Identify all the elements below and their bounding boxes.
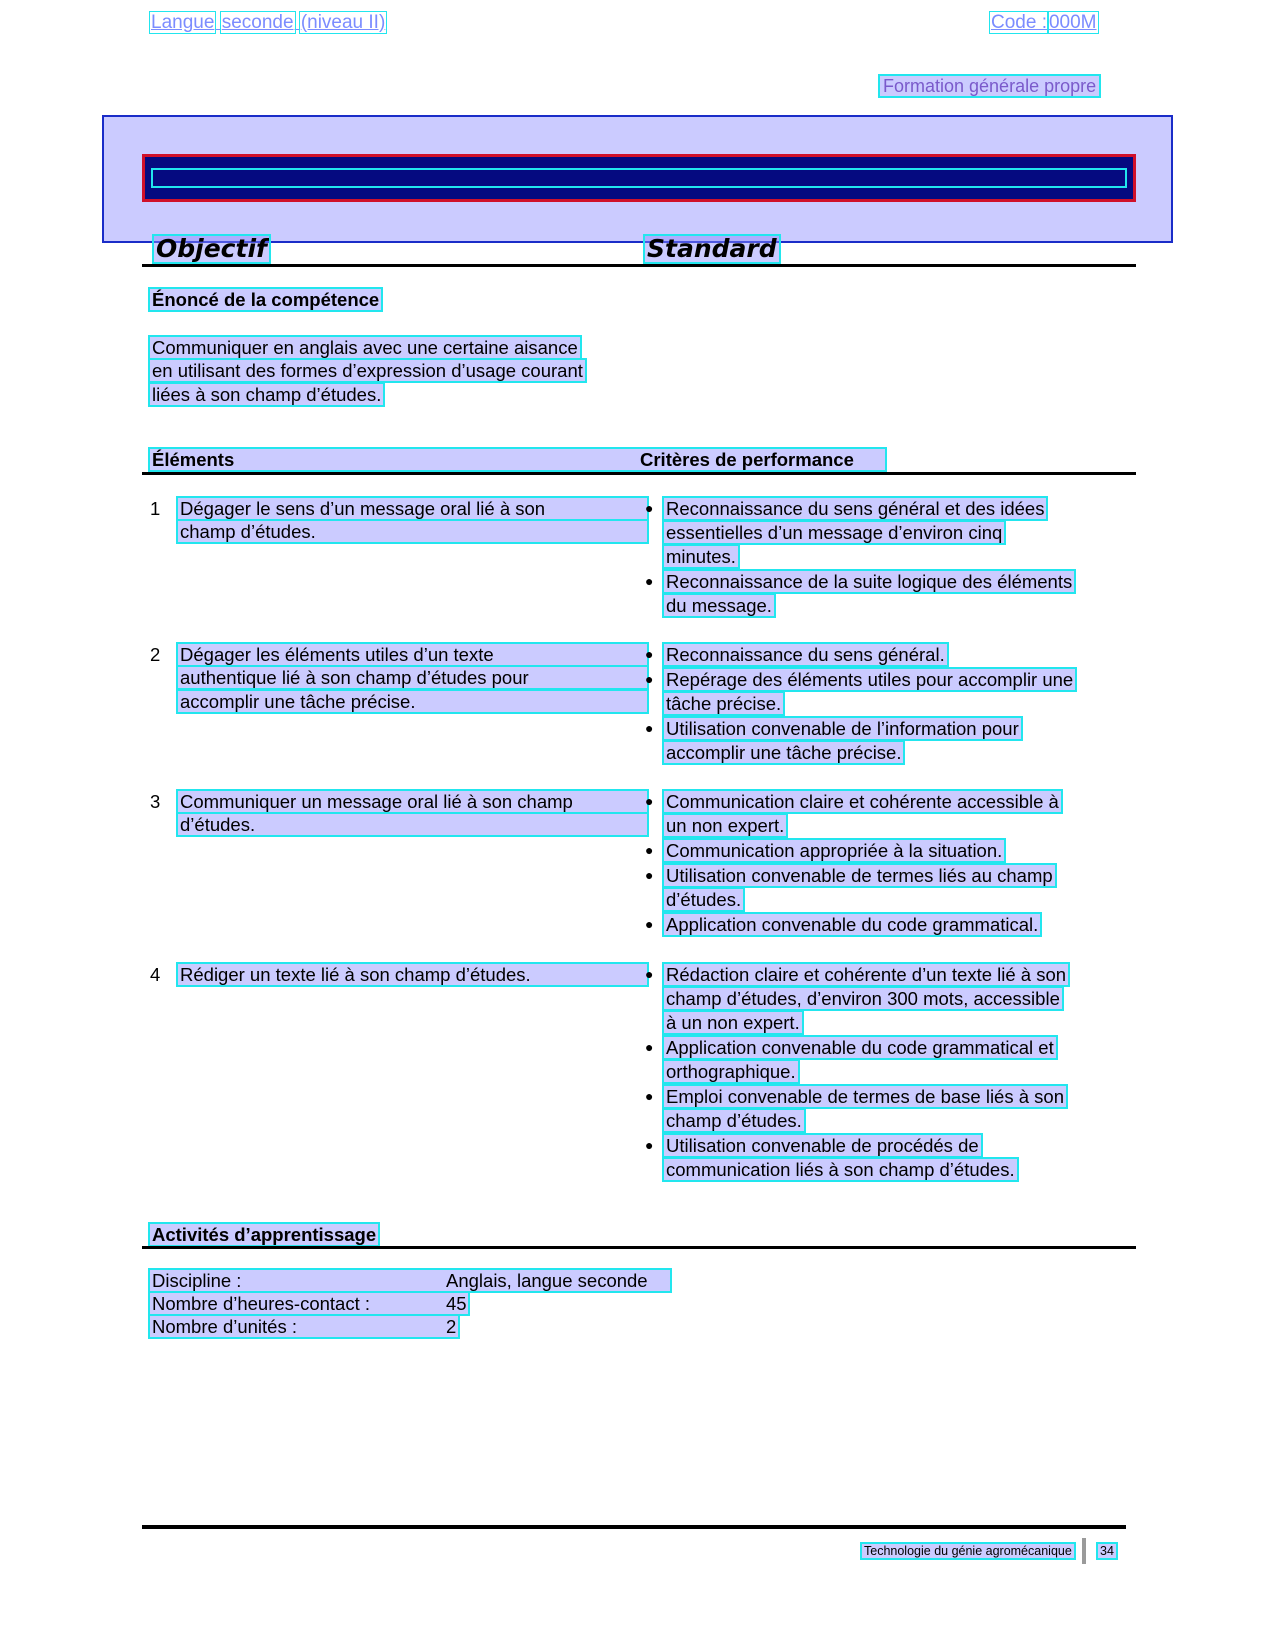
criterion-line: d’études.	[666, 889, 742, 910]
criterion-line: Reconnaissance de la suite logique des éléments	[666, 571, 1073, 592]
bullet-icon: ●	[645, 1088, 654, 1104]
subheader-elements: Éléments	[152, 449, 235, 470]
column-standard: Standard	[647, 234, 777, 263]
criterion-line: tâche précise.	[666, 693, 782, 714]
activity-value: 45	[446, 1293, 467, 1314]
activity-row	[150, 1316, 458, 1337]
element-line: Dégager le sens d’un message oral lié à son	[178, 498, 647, 519]
course-word: (niveau II)	[300, 12, 386, 33]
criterion-line: Reconnaissance du sens général.	[666, 644, 945, 665]
criterion-line: Communication claire et cohérente accessible à	[666, 791, 1059, 812]
statement-title: Énoncé de la compétence	[152, 289, 380, 310]
bullet-icon: ●	[645, 966, 654, 982]
activity-label: Nombre d’unités :	[152, 1316, 297, 1337]
element-line: Communiquer un message oral lié à son champ	[178, 791, 647, 812]
criterion-line: un non expert.	[666, 815, 785, 836]
course-code	[990, 13, 1098, 33]
criterion-line: communication liés à son champ d’études.	[666, 1159, 1015, 1180]
bullet-icon: ●	[645, 671, 654, 687]
criterion-line: Utilisation convenable de l’information pour	[666, 718, 1019, 739]
element-line: accomplir une tâche précise.	[178, 691, 647, 712]
element-line: authentique lié à son champ d’études pour	[178, 667, 647, 688]
statement-line: en utilisant des formes d’expression d’usage courant	[152, 360, 583, 381]
criterion-line: Rédaction claire et cohérente d’un texte lié à son	[666, 964, 1067, 985]
criterion-line: Application convenable du code grammatical.	[666, 914, 1039, 935]
activities-title: Activités d’apprentissage	[152, 1224, 377, 1245]
section-label: Formation générale propre	[880, 76, 1099, 96]
bullet-icon: ●	[645, 1137, 654, 1153]
element-line: Dégager les éléments utiles d’un texte	[178, 644, 647, 665]
course-word: Langue	[151, 12, 215, 33]
subheader-row	[150, 449, 885, 470]
criterion-line: Reconnaissance du sens général et des idées	[666, 498, 1045, 519]
subheader-criteria: Critères de performance	[640, 449, 854, 470]
criterion-line: champ d’études.	[666, 1110, 802, 1131]
bullet-icon: ●	[645, 793, 654, 809]
footer-divider	[142, 1525, 1126, 1529]
bullet-icon: ●	[645, 573, 654, 589]
code-label: Code :	[991, 12, 1047, 33]
criterion-line: orthographique.	[666, 1061, 796, 1082]
footer-program: Technologie du génie agromécanique	[864, 1544, 1072, 1558]
criterion-line: Emploi convenable de termes de base liés à son	[666, 1086, 1064, 1107]
activity-row	[150, 1293, 468, 1314]
course-title-highlight	[151, 168, 1127, 188]
bullet-icon: ●	[645, 867, 654, 883]
criterion-line: Repérage des éléments utiles pour accomplir une	[666, 669, 1074, 690]
statement-line: Communiquer en anglais avec une certaine aisance	[152, 337, 578, 358]
element-line: Rédiger un texte lié à son champ d’études.	[178, 964, 647, 985]
criterion-line: minutes.	[666, 546, 736, 567]
footer-marker	[1082, 1538, 1086, 1564]
column-objective: Objectif	[156, 234, 267, 263]
bullet-icon: ●	[645, 720, 654, 736]
course-word: seconde	[221, 12, 294, 33]
element-number: 2	[150, 644, 161, 665]
divider	[142, 472, 1136, 475]
criterion-line: Application convenable du code grammatical et	[666, 1037, 1054, 1058]
course-title-bar	[142, 154, 1136, 202]
divider	[142, 264, 1136, 267]
criterion-line: champ d’études, d’environ 300 mots, accessible	[666, 988, 1060, 1009]
element-number: 4	[150, 964, 161, 985]
activity-row	[150, 1270, 670, 1291]
bullet-icon: ●	[645, 500, 654, 516]
code-value: 000M	[1048, 12, 1097, 33]
activity-value: Anglais, langue seconde	[446, 1270, 648, 1291]
criterion-line: Communication appropriée à la situation.	[666, 840, 1003, 861]
activity-label: Discipline :	[152, 1270, 242, 1291]
bullet-icon: ●	[645, 1039, 654, 1055]
bullet-icon: ●	[645, 842, 654, 858]
divider	[142, 1246, 1136, 1249]
criterion-line: Utilisation convenable de procédés de	[666, 1135, 979, 1156]
page-number: 34	[1100, 1544, 1114, 1558]
criterion-line: du message.	[666, 595, 772, 616]
bullet-icon: ●	[645, 646, 654, 662]
criterion-line: accomplir une tâche précise.	[666, 742, 902, 763]
element-line: champ d’études.	[178, 521, 647, 542]
element-number: 3	[150, 791, 161, 812]
activity-value: 2	[446, 1316, 457, 1337]
course-title	[150, 13, 386, 33]
activity-label: Nombre d’heures-contact :	[152, 1293, 370, 1314]
statement-line: liées à son champ d’études.	[152, 384, 382, 405]
element-line: d’études.	[178, 814, 647, 835]
element-number: 1	[150, 498, 161, 519]
criterion-line: Utilisation convenable de termes liés au champ	[666, 865, 1053, 886]
criterion-line: essentielles d’un message d’environ cinq	[666, 522, 1003, 543]
bullet-icon: ●	[645, 916, 654, 932]
criterion-line: à un non expert.	[666, 1012, 800, 1033]
